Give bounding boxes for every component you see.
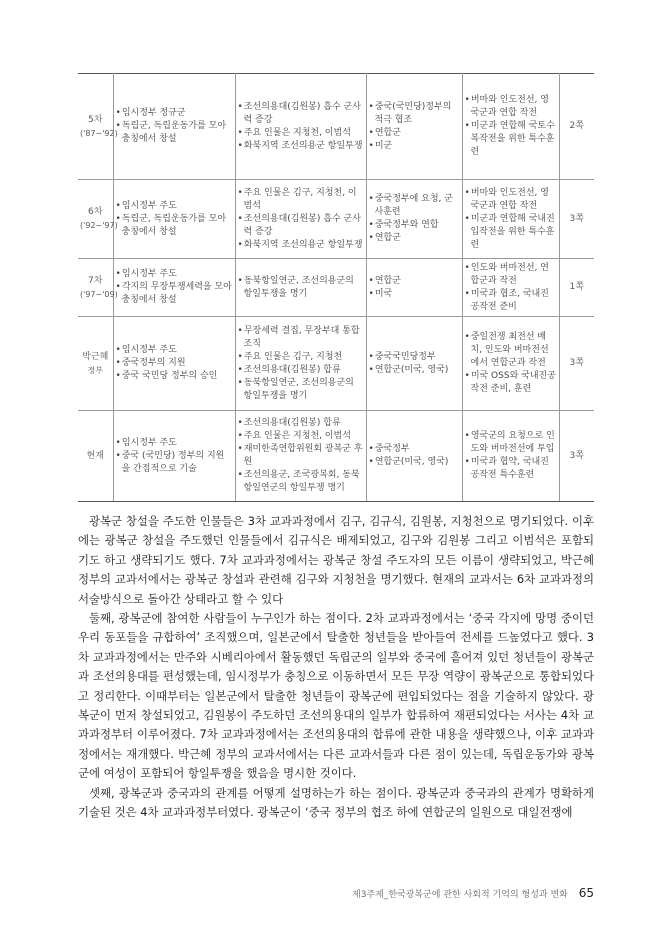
gov-cell [113, 180, 235, 259]
list-item: • 재미한족연합위원회 광복군 후원 [238, 443, 364, 469]
china-cell [366, 180, 462, 259]
table-row [78, 317, 594, 411]
table-row [78, 74, 594, 180]
allied-list [465, 94, 557, 159]
list-item: • 연합군(미국, 영국) [369, 456, 460, 469]
page-count-cell: 3쪽 [559, 180, 594, 259]
list-item: • 화북지역 조선의용군 항일투쟁 [238, 140, 364, 153]
list-item: • 미군과 연합해 국토수복작전을 위한 특수훈련 [465, 120, 557, 159]
list-item: • 버마와 인도전선, 영국군과 연합 작전 [465, 187, 557, 213]
china-list [369, 193, 460, 245]
people-cell [235, 317, 366, 411]
china-cell [366, 411, 462, 502]
page-footer [300, 886, 594, 900]
table-row [78, 259, 594, 317]
body-text [78, 512, 594, 823]
era-label: 현재 [86, 450, 104, 461]
gov-list [116, 268, 233, 307]
list-item: • 연합군 [369, 232, 460, 245]
people-list [238, 325, 364, 403]
people-list [238, 275, 364, 301]
era-label: 5차 [88, 114, 103, 125]
list-item: • 조선의용군, 조국광복회, 동북항일연군의 항일투쟁 명기 [238, 469, 364, 495]
era-cell [78, 259, 118, 317]
comparison-table-wrap [78, 73, 594, 502]
list-item: • 연합군 [369, 127, 460, 140]
list-item: • 주요 인물은 김구, 지청천 [238, 351, 364, 364]
list-item: • 중국정부 [369, 443, 460, 456]
list-item: • 동북항일연군, 조선의용군의 항일투쟁을 명기 [238, 377, 364, 403]
era-label: 6차 [88, 207, 103, 217]
china-list [369, 351, 460, 377]
era-period: ('92~'97) [80, 221, 118, 230]
list-item: • 버마와 인도전선, 영국군과 연합 작전 [465, 94, 557, 120]
list-item: • 미군 [369, 140, 460, 153]
list-item: • 조선의용대(김원봉) 흡수 군사력 증강 [238, 213, 364, 239]
china-list [369, 275, 460, 301]
page-number: 65 [578, 886, 594, 900]
list-item: • 중국국민당정부 [369, 351, 460, 364]
allied-cell [462, 411, 559, 502]
people-list [238, 187, 364, 252]
list-item: • 연합군(미국, 영국) [369, 364, 460, 377]
list-item: • 미국과 협조, 국내진공작전 준비 [465, 288, 557, 314]
list-item: • 중국정부에 요청, 군사훈련 [369, 193, 460, 219]
list-item: • 주요 인물은 지청천, 이범석 [238, 430, 364, 443]
list-item: • 인도와 버마전선, 연합군과 작전 [465, 262, 557, 288]
era-label: 7차 [88, 275, 103, 286]
era-period: ('97~'09) [80, 289, 118, 299]
people-list [238, 417, 364, 495]
table-row [78, 180, 594, 259]
page-count-cell: 3쪽 [559, 317, 594, 411]
era-period: 정부 [87, 365, 103, 375]
running-title: 제3주제_한국광복군에 관한 사회적 기억의 형성과 변화 [352, 890, 568, 900]
gov-list [116, 437, 233, 476]
list-item: • 중국 (국민당) 정부의 지원을 간접적으로 기술 [116, 450, 233, 476]
people-list [238, 101, 364, 153]
gov-cell [113, 411, 235, 502]
page-count-cell: 2쪽 [559, 74, 594, 180]
list-item: • 조선의용대(김원봉) 합류 [238, 364, 364, 377]
table-row [78, 411, 594, 502]
paragraph-1: 광복군 창설을 주도한 인물들은 3차 교과과정에서 김구, 김규식, 김원봉, 지청천으로 명기되었다. 이후에는 광복군 창설을 주도했던 인물들에서 김규식은 배제되었고, 김구와 김원봉 그리고 이범석은 포함되기도 하고 생략되기도 했다. 7차 교과과정에서는 광복군 창설 주도자의 모든 이름이 생략되었고, 박근혜 정부의 교과서에서는 광복군 창설과 관련해 김구와 지청천을 명기했다. 현재의 교과서는 6차 교과과정의 서술방식으로 돌아간 상태라고 할 수 있다 [78, 514, 594, 606]
gov-list [116, 107, 233, 146]
gov-list [116, 344, 233, 383]
era-cell [78, 411, 113, 502]
list-item: • 각지의 무장투쟁세력을 모아 충칭에서 창설 [116, 281, 233, 307]
allied-cell [462, 180, 559, 259]
page-count-cell: 1쪽 [559, 259, 594, 317]
gov-cell [113, 74, 235, 180]
era-cell [78, 74, 118, 180]
list-item: • 임시정부 주도 [116, 344, 233, 357]
list-item: • 임시정부 주도 [116, 200, 233, 213]
china-cell [366, 317, 462, 411]
gov-cell [113, 259, 235, 317]
people-cell [235, 74, 366, 180]
china-list [369, 443, 460, 469]
list-item: • 주요 인물은 지청천, 이범석 [238, 127, 364, 140]
list-item: • 조선의용대(김원봉) 흡수 군사력 증강 [238, 101, 364, 127]
gov-cell [113, 317, 235, 411]
list-item: • 동북항일연군, 조선의용군의 항일투쟁을 명기 [238, 275, 364, 301]
list-item: • 중국(국민당)정부의 적극 협조 [369, 101, 460, 127]
list-item: • 조선의용대(김원봉) 합류 [238, 417, 364, 430]
china-list [369, 101, 460, 153]
list-item: • 화북지역 조선의용군 항일투쟁 [238, 239, 364, 252]
list-item: • 임시정부 주도 [116, 437, 233, 450]
list-item: • 연합군 [369, 275, 460, 288]
list-item: • 주요 인물은 김구, 지청천, 이범석 [238, 187, 364, 213]
people-cell [235, 411, 366, 502]
list-item: • 미국 OSS와 국내진공작전 준비, 훈련 [465, 370, 557, 396]
list-item: • 중일전쟁 최전선 배치, 인도와 버마전선에서 연합군과 작전 [465, 331, 557, 370]
allied-list [465, 187, 557, 252]
allied-cell [462, 259, 559, 317]
list-item: • 영국군의 요청으로 인도와 버마전선에 투입 [465, 430, 557, 456]
list-item: • 중국 국민당 정부의 승인 [116, 370, 233, 383]
list-item: • 미국 [369, 288, 460, 301]
china-cell [366, 259, 462, 317]
list-item: • 미국과 협약, 국내진공작전 특수훈련 [465, 456, 557, 482]
comparison-table [78, 73, 594, 502]
people-cell [235, 259, 366, 317]
gov-list [116, 200, 233, 239]
china-cell [366, 74, 462, 180]
allied-cell [462, 74, 559, 180]
list-item: • 임시정부 주도 [116, 268, 233, 281]
era-cell [78, 180, 118, 259]
list-item: • 임시정부 정규군 [116, 107, 233, 120]
era-cell [78, 317, 113, 411]
allied-list [465, 430, 557, 482]
page-count-cell: 3쪽 [559, 411, 594, 502]
allied-list [465, 262, 557, 314]
table-body [78, 74, 594, 502]
list-item: • 중국정부와 연합 [369, 219, 460, 232]
era-period: ('87~'92) [80, 128, 118, 138]
list-item: • 미군과 연합해 국내진입작전을 위한 특수훈련 [465, 213, 557, 252]
paragraph-2: 둘째, 광복군에 참여한 사람들이 누구인가 하는 점이다. 2차 교과과정에서는 ‘중국 각지에 망명 중이던 우리 동포들을 규합하여’ 조직했으며, 일본군에서 탈출한 청년들을 받아들여 전세를 드높였다고 했다. 3차 교과과정에서는 만주와 시베리아에서 활동했던 독립군의 일부와 중국에 흩어져 있던 청년들이 광복군과 조선의용대를 편성했는데, 임시정부가 충칭으로 이동하면서 모든 무장 역량이 광복군으로 통합되었다고 정리한다. 이때부터는 일본군에서 탈출한 청년들이 광복군에 편입되었다는 점을 기술하지 않았다. 광복군이 먼저 창설되었고, 김원봉이 주도하던 조선의용대의 일부가 합류하여 재편되었다는 서사는 4차 교과과정부터 이루어졌다. 7차 교과과정에서는 조선의용대의 합류에 관한 내용을 생략했으나, 이후 교과과정에서는 재개했다. 박근혜 정부의 교과서에서는 다른 교과서들과 다른 점이 있는데, 독립운동가와 광복군에 여성이 포함되어 항일투쟁을 했음을 명시한 것이다. [78, 611, 594, 781]
era-label: 박근혜 [82, 351, 109, 362]
list-item: • 중국정부의 지원 [116, 357, 233, 370]
paragraph-3: 셋째, 광복군과 중국과의 관계를 어떻게 설명하는가 하는 점이다. 광복군과 중국과의 관계가 명확하게 기술된 것은 4차 교과과정부터였다. 광복군이 ‘중국 정부의 협조 하에 연합군의 일원으로 대일전쟁에 [78, 785, 594, 820]
list-item: • 독립군, 독립운동가를 모아 충칭에서 창설 [116, 213, 233, 239]
people-cell [235, 180, 366, 259]
allied-cell [462, 317, 559, 411]
list-item: • 독립군, 독립운동가를 모아 충칭에서 창설 [116, 120, 233, 146]
list-item: • 무장세력 결집, 무장부대 통합조직 [238, 325, 364, 351]
allied-list [465, 331, 557, 396]
